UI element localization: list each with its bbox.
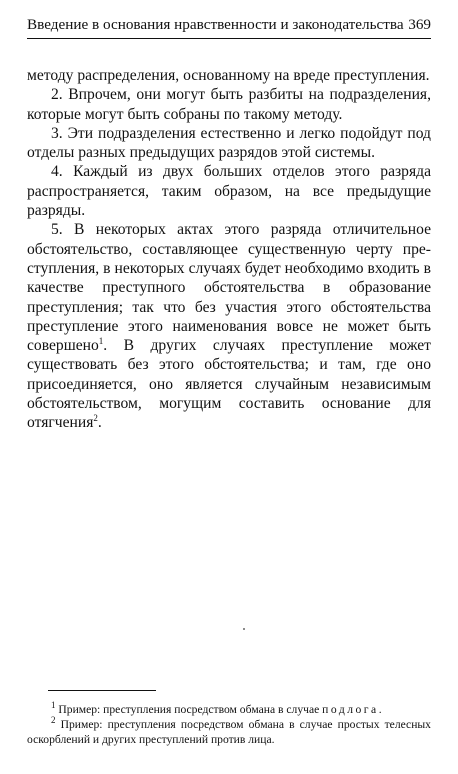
main-text: [27, 66, 431, 433]
footnotes: [27, 700, 431, 747]
paragraph-5: [27, 220, 431, 432]
paragraph-4: 4. Каждый из двух больших отделов этого разряда распространяется, таким образом, на все предыдущие разряды.: [27, 163, 431, 220]
footnote-separator: [48, 690, 156, 691]
footnote-ref-1[interactable]: 1: [98, 335, 104, 346]
footnote-1-end: .: [378, 703, 382, 716]
paragraph-2: 2. Впрочем, они могут быть разбиты на подразделения, которые могут быть собраны по такому методу.: [27, 86, 431, 123]
footnote-2: [27, 714, 431, 748]
paragraph-5-part-1: 5. В некоторых актах этого разряда отличительное обстоятельство, составляющее существенную черту преступления, в некоторых случаях будет необходимо входить в качестве преступного обстоятельства в образование преступления; так что без участия этого обстоятельства преступление этого наименования вовсе не может быть совершено: [27, 221, 431, 355]
running-header: [27, 16, 431, 39]
footnote-1-emphasis: подлога: [322, 703, 379, 716]
print-speck: [243, 628, 245, 630]
running-header-title: Введение в основания нравственности и законодательства: [27, 16, 404, 33]
paragraph-5-part-3: .: [97, 414, 102, 432]
footnote-2-mark: 2: [51, 714, 56, 725]
footnote-1: [27, 700, 431, 718]
footnote-2-text: Пример: преступления посредством обмана в случае простых телесных оскорблений и других преступлений против лица.: [27, 717, 431, 746]
footnote-1-mark: 1: [51, 700, 56, 711]
paragraph-5-part-2: . В других случаях преступление может существовать без этого обстоятельства; и там, где оно присоединяется, оно является случайным независимым обстоятельством, могущим составить основание для отягчения: [27, 337, 431, 432]
footnote-1-text: Пример: преступления посредством обмана в случае: [58, 703, 320, 716]
paragraph-continuation: методу распределения, основанному на вреде преступления.: [27, 67, 430, 84]
paragraph-3: 3. Эти подразделения естественно и легко подойдут под отделы разных предыдущих разрядов этой системы.: [27, 124, 431, 162]
footnote-ref-2[interactable]: 2: [93, 413, 98, 424]
page-number: 369: [408, 16, 431, 33]
